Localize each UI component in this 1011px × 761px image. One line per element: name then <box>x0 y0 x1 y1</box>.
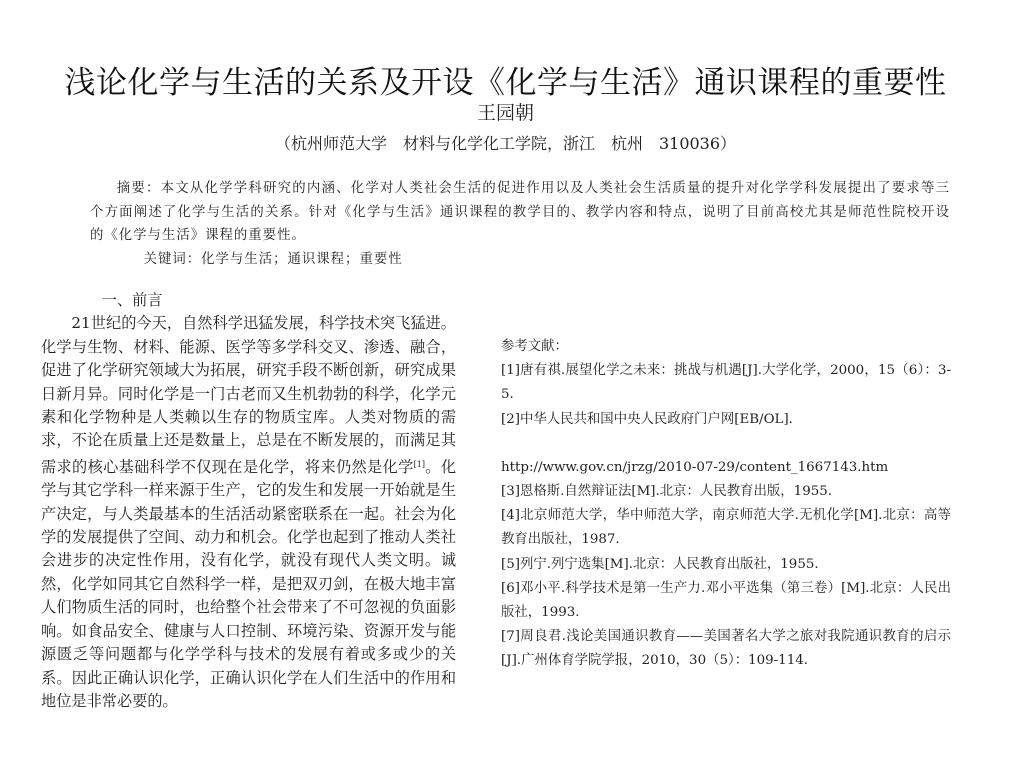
citation-marker[interactable]: [1] <box>413 459 425 469</box>
reference-url-link[interactable]: http://www.gov.cn/jrzg/2010-07-29/content_1667143.htm <box>501 459 889 475</box>
references-heading: 参考文献： <box>501 339 568 354</box>
author-affiliation: （杭州师范大学 材料与化学化工学院，浙江 杭州 310036） <box>274 134 737 153</box>
abstract-text: 摘要：本文从化学学科研究的内涵、化学对人类社会生活的促进作用以及人类社会生活质量的提升对化学学科发展提出了要求等三个方面阐述了化学与生活的关系。针对《化学与生活》通识课程的教学目的、教学内容和特点，说明了目前高校尤其是师范性院校开设的《化学与生活》课程的重要性。 <box>90 181 950 243</box>
reference-item: [2]中华人民共和国中央人民政府门户网[EB/OL]. <box>501 411 793 427</box>
reference-item: [4]北京师范大学，华中师范大学，南京师范大学.无机化学[M].北京：高等教育出版社，1987. <box>501 508 951 548</box>
reference-item: [5]列宁.列宁选集[M].北京：人民教育出版社，1955. <box>501 556 819 572</box>
reference-item: [6]邓小平.科学技术是第一生产力.邓小平选集（第三卷）[M].北京：人民出版社，1993. <box>501 580 951 621</box>
reference-item: [1]唐有祺.展望化学之未来：挑战与机遇[J].大学化学，2000，15（6）：3-5. <box>501 363 951 403</box>
reference-item: [3]恩格斯.自然辩证法[M].北京：人民教育出版，1955. <box>501 484 833 500</box>
body-column-left <box>41 289 456 713</box>
reference-item: [7]周良君.浅论美国通识教育——美国著名大学之旅对我院通识教育的启示[J].广州体育学院学报，2010，30（5）：109-114. <box>501 629 951 669</box>
paper-title: 浅论化学与生活的关系及开设《化学与生活》通识课程的重要性 <box>64 64 947 101</box>
author-name: 王园朝 <box>476 102 534 124</box>
intro-text-part2: 。化学与其它学科一样来源于生产，它的发生和发展一开始就是生产决定，与人类最基本的生活活动紧密联系在一起。社会为化学的发展提供了空间、动力和机会。化学也起到了推动人类社会进步的决定性作用，没有化学，就没有现代人类文明。诚然，化学如同其它自然科学一样，是把双刃剑，在极大地丰富人们物质生活的同时，也给整个社会带来了不可忽视的负面影响。如食品安全、健康与人口控制、环境污染、资源开发与能源匮乏等问题都与化学学科与技术的发展有着或多或少的关系。因此正确认识化学，正确认识化学在人们生活中的作用和地位是非常必要的。 <box>41 457 457 710</box>
keywords: 关键词：化学与生活；通识课程；重要性 <box>143 251 403 267</box>
abstract-block <box>90 177 950 271</box>
introduction-paragraph <box>41 312 456 713</box>
intro-text-part1: 21世纪的今天，自然科学迅猛发展，科学技术突飞猛进。化学与生物、材料、能源、医学等多学科交叉、渗透、融合，促进了化学研究领域大为拓展，研究手段不断创新，研究成果日新月异。同时化学是一门古老而又生机勃勃的科学，化学元素和化学物种是人类赖以生存的物质宝库。人类对物质的需求，不论在质量上还是数量上，总是在不断发展的，而满足其需求的核心基础科学不仅现在是化学，将来仍然是化学 <box>41 314 456 476</box>
section-heading-introduction: 一、前言 <box>101 291 163 309</box>
references-column <box>501 335 951 674</box>
